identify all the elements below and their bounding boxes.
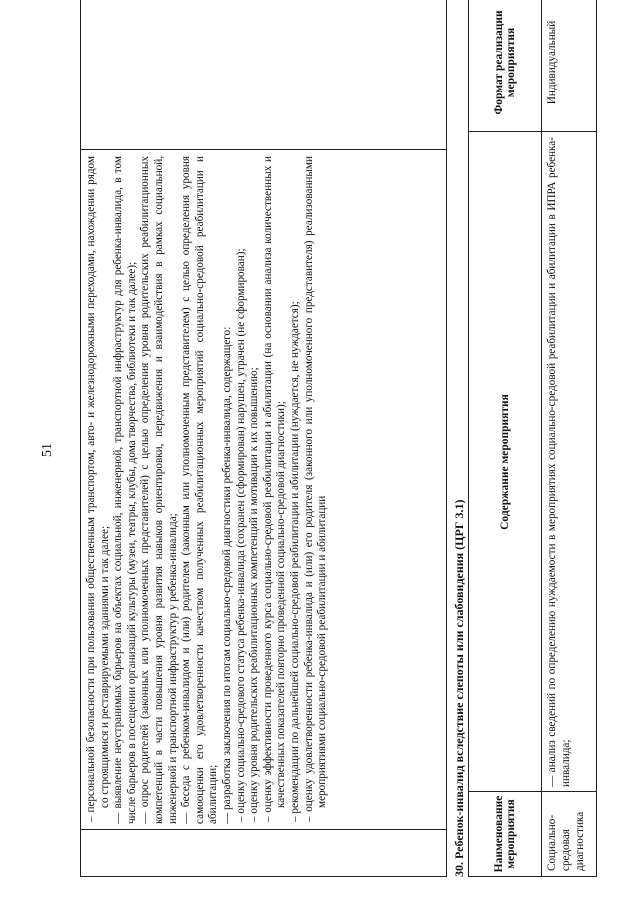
section-title: 30. Ребенок-инвалид вследствие слепоты или слабовидения (ЦРГ 3.1): [452, 499, 466, 877]
header-name-cell: [469, 791, 541, 876]
content-paragraph: — разработка заключения по итогам социально-средовой диагностики ребенка-инвалида, содержащего:: [220, 326, 233, 824]
continued-content-text: [81, 150, 330, 830]
content-paragraph: – оценку эффективности проведенного курса социально-средовой реабилитации и абилитации (на основании анализа количественных и качественных показателей повторно проведенной социально-средовой диагностики);: [261, 156, 288, 822]
row-name: Социально-средовая диагностика: [546, 811, 586, 871]
row-name-cell: [542, 791, 596, 876]
content-paragraph: — выявление неустранимых барьеров на объектах социальной, инженерной, транспортной инфраструктур для ребенка-инвалида, в том числе барьеров в посещении организаций культуры (музеи, театры, клубы, дома творчества, библиотеки и так далее);: [112, 156, 138, 824]
page-number: 51: [40, 443, 55, 457]
content-paragraph: – персональной безопасности при пользовании общественным транспортом, авто- и железнодорожными переходами, нахождении рядом со строящимися и реставрируемыми зданиями и так далее;: [85, 156, 111, 822]
content-paragraph: – оценку удовлетворенности ребенка-инвалида и (или) его родителя (законного или уполномоченного представителя) реализованными мероприятиями социально-средовой реабилитации и абилитации: [302, 156, 329, 822]
continued-name-cell: [81, 829, 446, 876]
row-format-cell: [542, 0, 596, 131]
continued-content-cell: [81, 149, 446, 830]
measures-table: [468, 0, 597, 877]
content-paragraph: – рекомендации по дальнейшей социально-средовой реабилитации и абилитации (нуждается, не нуждается);: [288, 301, 301, 822]
table-header-row: [469, 0, 542, 876]
content-paragraph: – оценку социально-средового статуса ребенка-инвалида (сохранен (сформирован) нарушен, утрачен (не сформирован);: [234, 248, 247, 822]
continued-table: [80, 0, 447, 877]
header-name: Наименование мероприятия: [493, 795, 517, 873]
row-format: Индивидуальный: [546, 20, 558, 105]
header-format: Формат реализации мероприятия: [493, 10, 517, 115]
row-content: — анализ сведений по определению нуждаемости в мероприятиях социально-средовой реабилитации и абилитации в ИПРА ребенка-инвалида;: [546, 137, 572, 787]
content-paragraph: — беседа с ребенком-инвалидом и (или) родителем (законным или уполномоченным представителем) с целью определения уровня самооценки его удовлетворенности качеством полученных реабилитационных мероприятий социально-средовой реабилитации и абилитации;: [180, 156, 220, 824]
header-format-cell: [469, 0, 541, 131]
header-content-cell: [469, 131, 541, 792]
content-paragraph: — опрос родителей (законных или уполномоченных представителей) с целью определения уровня родительских реабилитационных компетенций в части повышения уровня развития навыков ориентировки, передвижения и взаимодействия в рамках социальной, инженерной и транспортной инфраструктур у ребенка-инвалида;: [139, 156, 179, 824]
content-paragraph: – оценку уровня родительских реабилитационных компетенций и мотивации к их повышению;: [248, 367, 261, 822]
continued-format-cell: [81, 0, 446, 149]
header-content: Содержание мероприятия: [499, 394, 511, 530]
table-row: [542, 0, 596, 876]
row-content-cell: [542, 131, 596, 792]
